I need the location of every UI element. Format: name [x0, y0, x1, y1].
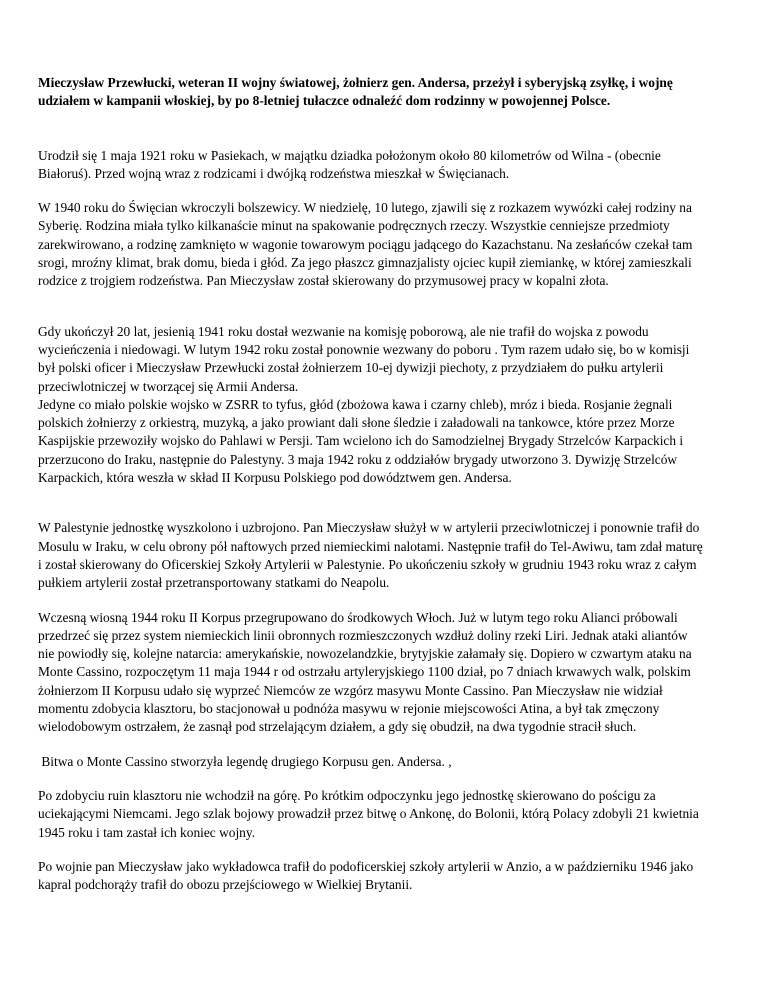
paragraph-monte-cassino: Wczesną wiosną 1944 roku II Korpus przegrupowano do środkowych Włoch. Już w lutym tego roku Alianci próbowali przedrzeć się przez system niemieckich linii obronnych rozmieszczonych wzdłuż doliny rzeki Liri. Jednak ataki aliantów nie powiodły się, kolejne natarcia: amerykańskie, nowozelandzkie, brytyjskie załamały się. Dopiero w czwartym ataku na Monte Cassino, rozpoczętym 11 maja 1944 r od ostrzału artyleryjskiego 1100 dział, po 7 dniach krwawych walk, polskim żołnierzom II Korpusu udało się wyprzeć Niemców ze wzgórz masywu Monte Cassino. Pan Mieczysław nie widział momentu zdobycia klasztoru, bo stacjonował u podnóża masywu w rejonie miejscowości Atina, a był tak zmęczony wielodobowym ostrzałem, że zasnął pod strzelającym działem, a gdy się obudził, na dwa tygodnie stracił słuch.	[38, 609, 692, 735]
document-title: Mieczysław Przewłucki, weteran II wojny światowej, żołnierz gen. Andersa, przeżył i syberyjską zsyłkę, i wojnę udziałem w kampanii włoskiej, by po 8-letniej tułaczce odnaleźć dom rodzinny w powojennej Polsce.	[38, 75, 673, 109]
paragraph-legend: Bitwa o Monte Cassino stworzyła legendę drugiego Korpusu gen. Andersa. ,	[38, 753, 452, 769]
paragraph-pursuit: Po zdobyciu ruin klasztoru nie wchodził na górę. Po krótkim odpoczynku jego jednostkę skierowano do pościgu za uciekającymi Niemcami. Jego szlak bojowy prowadził przez bitwę o Ankonę, do Bolonii, którą Polacy zdobyli 21 kwietnia 1945 roku i tam zastał ich koniec wojny.	[38, 787, 699, 840]
paragraph-deportation: W 1940 roku do Święcian wkroczyli bolszewicy. W niedzielę, 10 lutego, zjawili się z rozkazem wywózki całej rodziny na Syberię. Rodzina miała tylko kilkanaście minut na spakowanie podręcznych rzeczy. Wszystkie cenniejsze przedmioty zarekwirowano, a rodzinę zamknięto w wagonie towarowym pociągu jadącego do Kazachstanu. Na zesłańców czekał tam srogi, mroźny klimat, brak domu, bieda i głód. Za jego płaszcz gimnazjalisty ojciec kupił ziemiankę, w której zamieszkali rodzice z trojgiem rodzeństwa. Pan Mieczysław został skierowany do przymusowej pracy w kopalni złota.	[38, 200, 693, 289]
paragraph-conscription: Gdy ukończył 20 lat, jesienią 1941 roku dostał wezwanie na komisję poborową, ale nie trafił do wojska z powodu wycieńczenia i niedowagi. W lutym 1942 roku został ponownie wezwany do poboru . Tym razem udało się, bo w komisji był polski oficer i Mieczysław Przewłucki został żołnierzem 10-ej dywizji piechoty, z przydziałem do pułku artylerii przeciwlotniczej w tworzącej się Armii Andersa. Jedyne co miało polskie wojsko w ZSRR to tyfus, głód (zbożowa kawa i czarny chleb), mróz i bieda. Rosjanie żegnali polskich żołnierzy z orkiestrą, muzyką, a jako prowiant dali słone śledzie i załadowali na tankowce, które przez Morze Kaspijskie przewoziły wojsko do Pahlawi w Persji. Tam wcielono ich do Samodzielnej Brygady Strzelców Karpackich i przerzucono do Iraku, następnie do Palestyny. 3 maja 1942 roku z oddziałów brygady utworzono 3. Dywizję Strzelców Karpackich, która weszła w skład II Korpusu Polskiego pod dowództwem gen. Andersa.	[38, 323, 690, 486]
paragraph-after-war: Po wojnie pan Mieczysław jako wykładowca trafił do podoficerskiej szkoły artylerii w Anzio, a w październiku 1946 jako kapral podchorąży trafił do obozu przejściowego w Wielkiej Brytanii.	[38, 858, 694, 893]
paragraph-palestine: W Palestynie jednostkę wyszkolono i uzbrojono. Pan Mieczysław służył w w artylerii przeciwlotniczej i ponownie trafił do Mosulu w Iraku, w celu obrony pół naftowych przed niemieckimi nalotami. Następnie trafił do Tel-Awiwu, tam zdał maturę i został skierowany do Oficerskiej Szkoły Artylerii w Palestynie. Po ukończeniu szkoły w grudniu 1943 roku wraz z całym pułkiem artylerii został przetransportowany statkami do Neapolu.	[38, 520, 703, 591]
paragraph-birth: Urodził się 1 maja 1921 roku w Pasiekach, w majątku dziadka położonym około 80 kilometrów od Wilna - (obecnie Białoruś). Przed wojną wraz z rodzicami i dwójką rodzeństwa mieszkał w Święcianach.	[38, 147, 661, 181]
